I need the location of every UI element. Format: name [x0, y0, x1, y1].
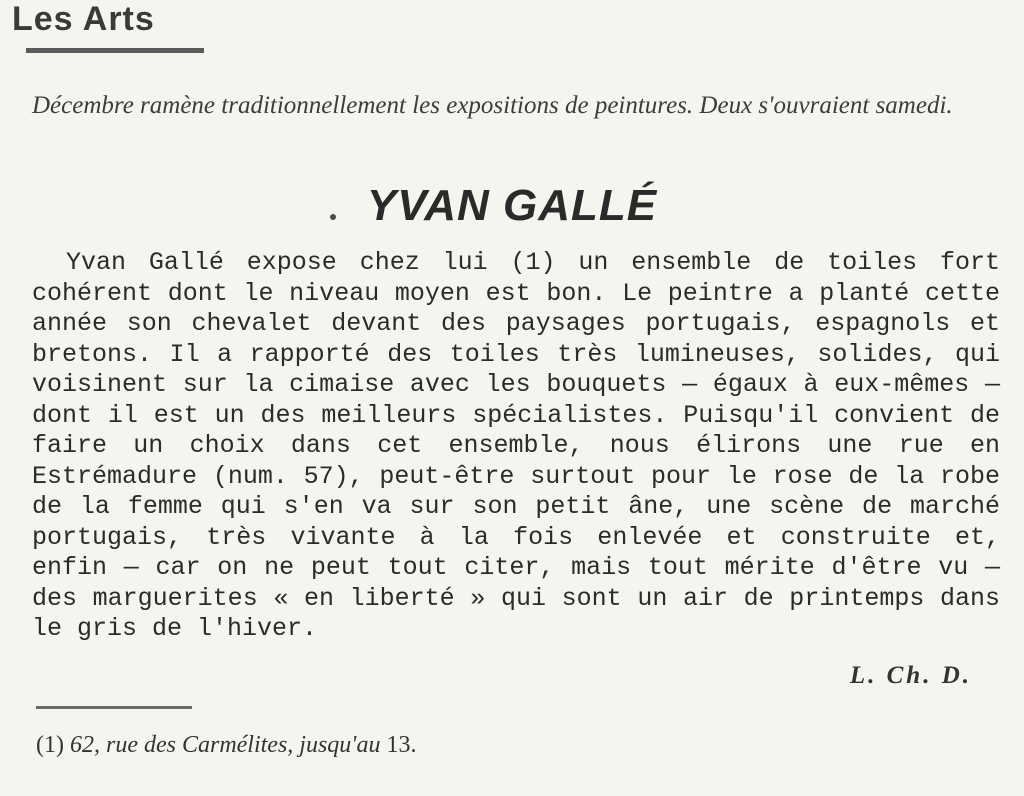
footnote	[36, 730, 416, 760]
article-body: Yvan Gallé expose chez lui (1) un ensemble de toiles fort cohérent dont le niveau moyen est bon. Le peintre a planté cette année son chevalet devant des paysages portugais, espagnols et bretons. Il a rapporté des toiles très lumineuses, solides, qui voisinent sur la cimaise avec les bouquets — égaux à eux-mêmes — dont il est un des meilleurs spécialistes. Puisqu'il convient de faire un choix dans cet ensemble, nous élirons une rue en Estrémadure (num. 57), peut-être surtout pour le rose de la robe de la femme qui s'en va sur son petit âne, une scène de marché portugais, très vivante à la fois enlevée et construite et, enfin — car on ne peut tout citer, mais tout mérite d'être vu — des marguerites « en liberté » qui sont un air de printemps dans le gris de l'hiver.	[32, 248, 1000, 643]
section-title-underline	[26, 48, 204, 53]
footnote-date: 13.	[386, 732, 417, 758]
article-headline: YVAN GALLÉ	[366, 181, 658, 230]
footnote-address: 62, rue des Carmélites, jusqu'au	[69, 732, 381, 758]
intro-paragraph: Décembre ramène traditionnellement les expositions de peintures. Deux s'ouvraient samedi.	[32, 92, 953, 119]
footnote-divider	[36, 706, 192, 709]
article-signature: L. Ch. D.	[849, 662, 972, 689]
footnote-marker: (1)	[36, 732, 64, 758]
section-title: Les Arts	[12, 0, 155, 38]
